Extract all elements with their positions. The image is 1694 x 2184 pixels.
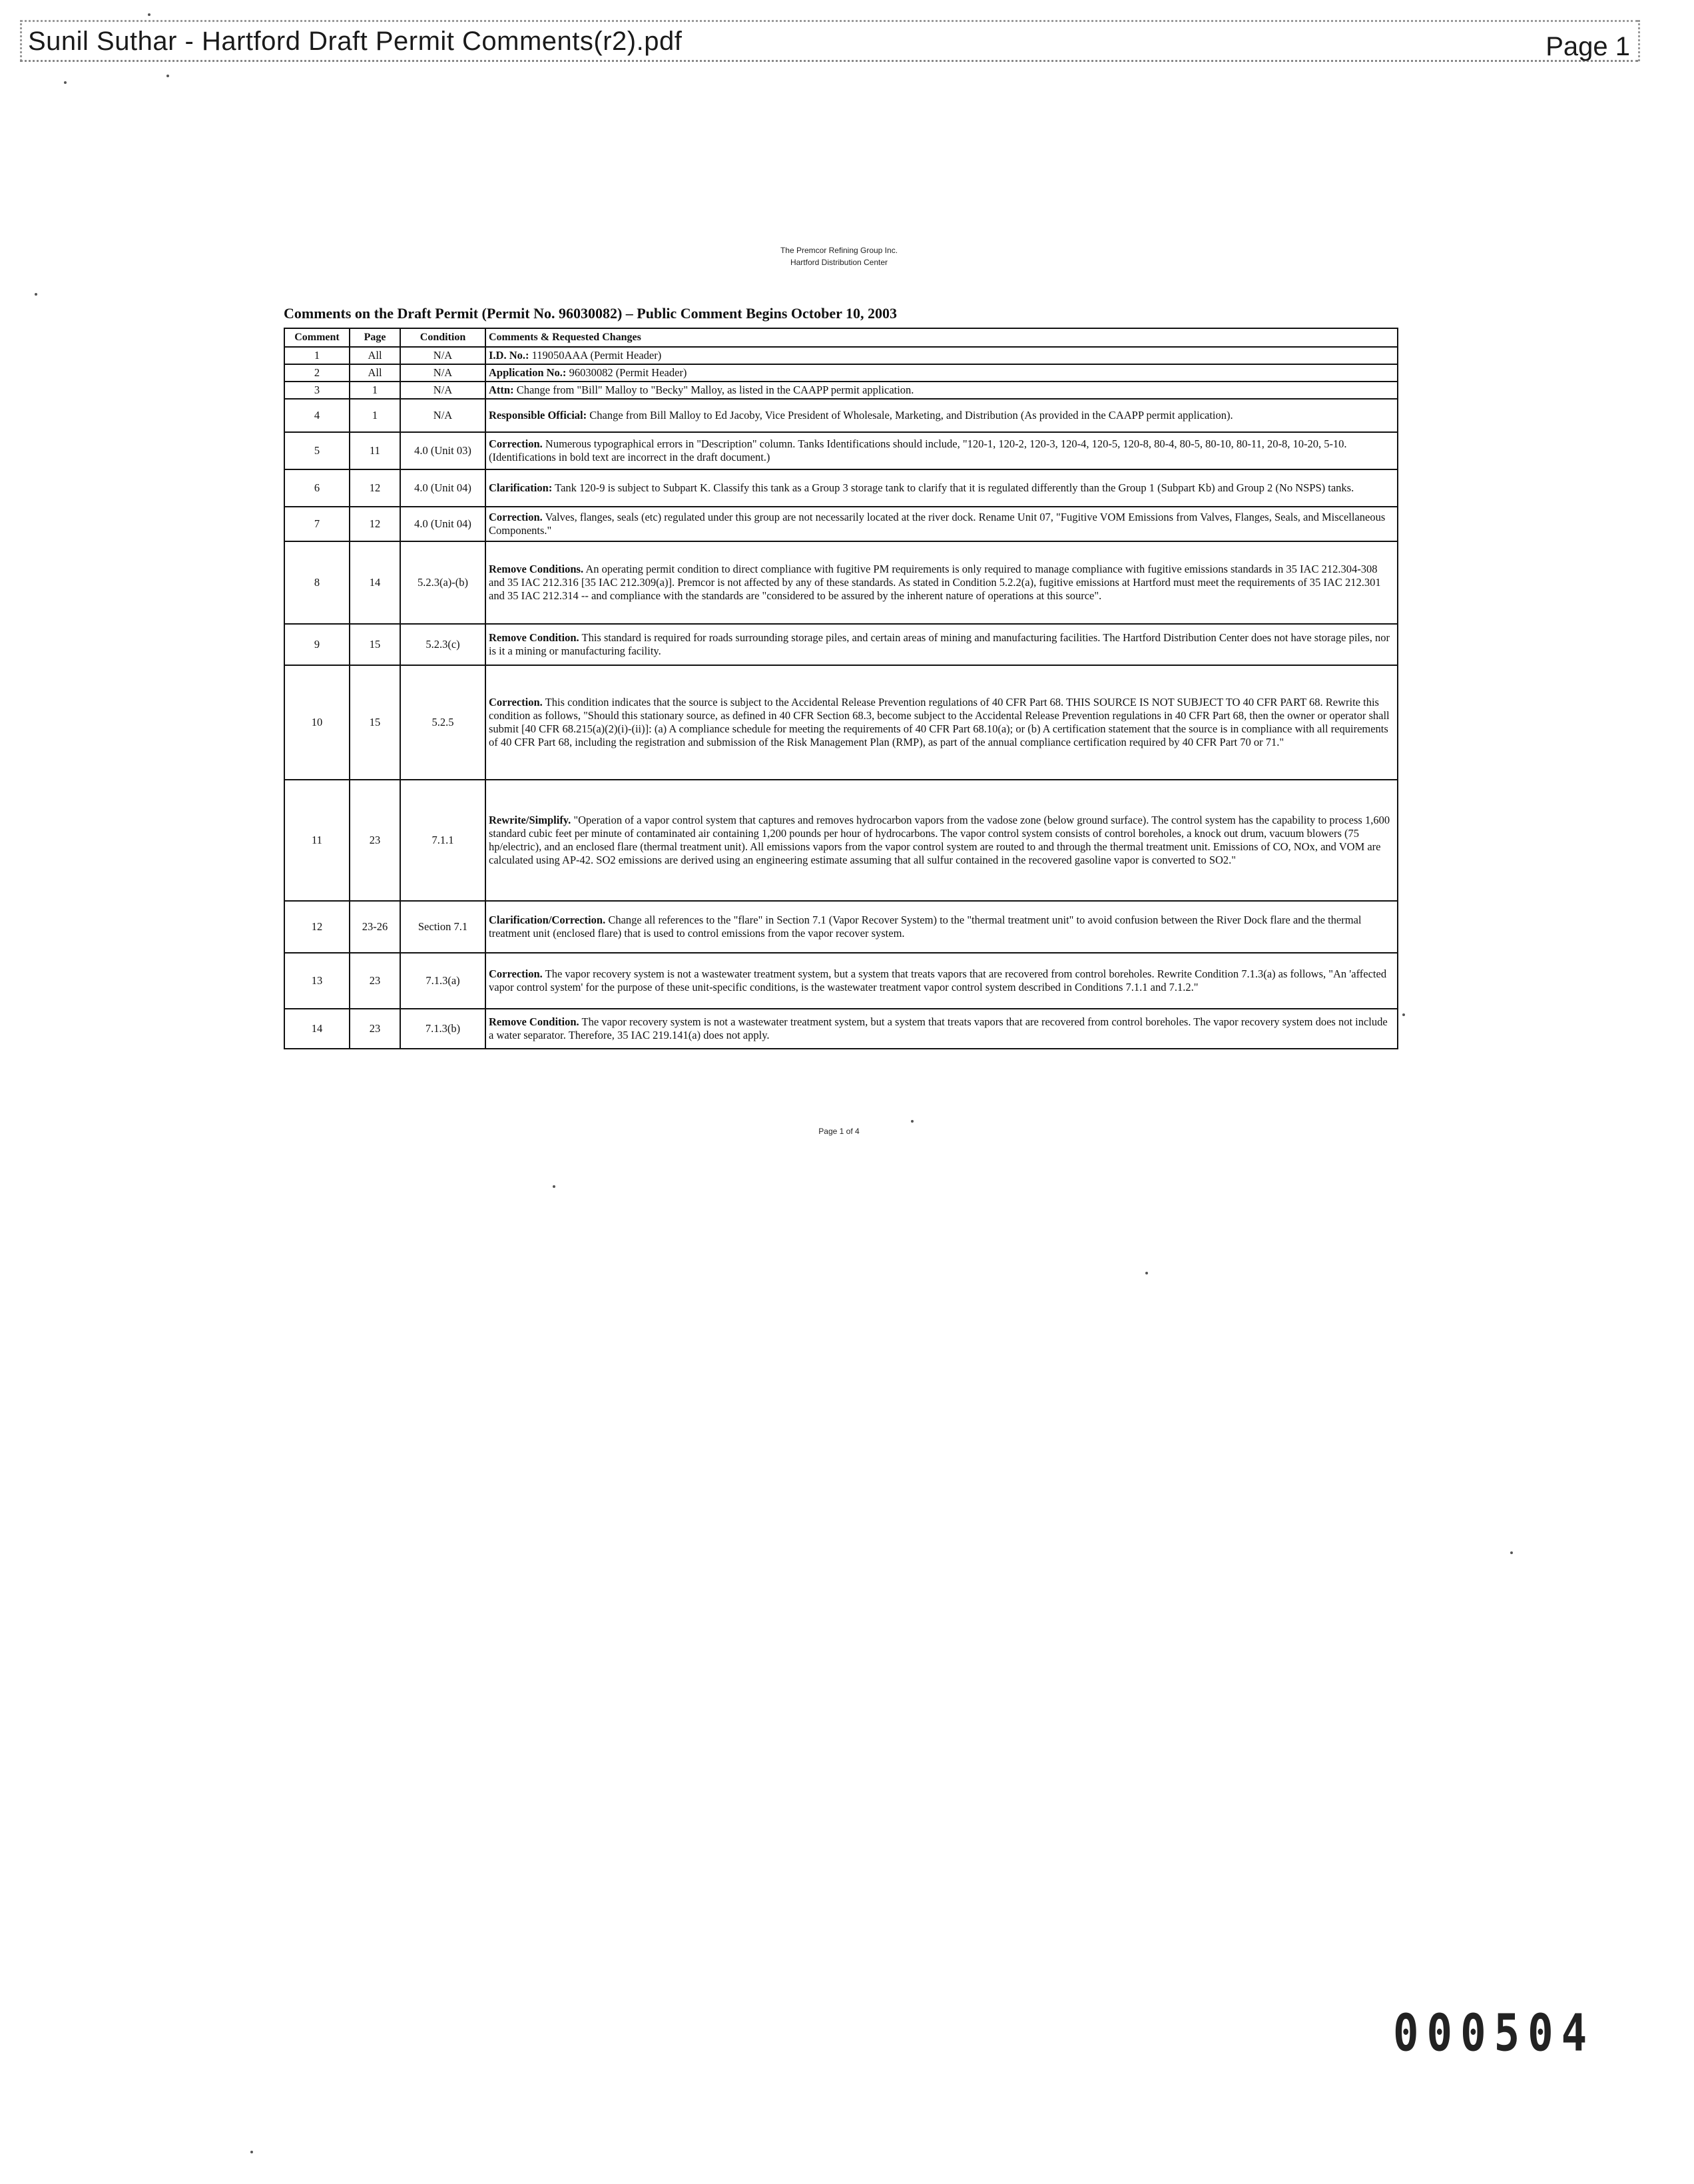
table-row xyxy=(284,665,1398,780)
page-cell: 11 xyxy=(350,432,400,469)
comment-number: 14 xyxy=(284,1009,350,1049)
comment-text xyxy=(485,665,1398,780)
comment-label: Correction. xyxy=(489,967,543,980)
condition-cell: 7.1.3(b) xyxy=(400,1009,485,1049)
comment-number: 10 xyxy=(284,665,350,780)
comment-number: 6 xyxy=(284,469,350,507)
comment-label: Responsible Official: xyxy=(489,409,587,421)
comment-body: The vapor recovery system is not a wastewater treatment system, but a system that treats vapors that are recovered from control boreholes. The vapor recovery system does not include a water separator. Therefore, 35 IAC 219.141(a) does not apply. xyxy=(489,1015,1388,1041)
table-row xyxy=(284,347,1398,364)
table-row xyxy=(284,1009,1398,1049)
page-cell: 1 xyxy=(350,382,400,399)
comment-label: Remove Condition. xyxy=(489,1015,579,1028)
fax-border-top xyxy=(20,20,1638,22)
page-cell: 23 xyxy=(350,780,400,901)
comment-label: Correction. xyxy=(489,511,543,523)
comment-body: Change from "Bill" Malloy to "Becky" Malloy, as listed in the CAAPP permit application. xyxy=(516,384,914,396)
comment-label: Clarification/Correction. xyxy=(489,914,606,926)
table-row xyxy=(284,953,1398,1009)
scan-speck xyxy=(64,81,67,84)
comment-label: Rewrite/Simplify. xyxy=(489,814,571,826)
comment-number: 11 xyxy=(284,780,350,901)
comment-label: Correction. xyxy=(489,696,543,708)
fax-header xyxy=(20,23,1638,62)
table-row xyxy=(284,901,1398,953)
comment-text xyxy=(485,469,1398,507)
condition-cell: N/A xyxy=(400,364,485,382)
comment-label: Attn: xyxy=(489,384,514,396)
page-cell: All xyxy=(350,347,400,364)
scan-speck xyxy=(1402,1013,1405,1016)
scan-speck xyxy=(553,1185,555,1188)
table-row xyxy=(284,432,1398,469)
comment-label: Application No.: xyxy=(489,366,567,379)
comments-table xyxy=(284,328,1398,1049)
comment-text xyxy=(485,953,1398,1009)
comment-body: Numerous typographical errors in "Description" column. Tanks Identifications should include, "120-1, 120-2, 120-3, 120-4, 120-5, 120-8, 80-4, 80-5, 80-10, 80-11, 20-8, 10-20, 5-10. (Identifications in bold text are incorrect in the draft document.) xyxy=(489,437,1347,463)
page-cell: 1 xyxy=(350,399,400,432)
comment-number: 13 xyxy=(284,953,350,1009)
comment-number: 12 xyxy=(284,901,350,953)
comment-text xyxy=(485,1009,1398,1049)
scan-speck xyxy=(148,13,150,16)
comment-body: "Operation of a vapor control system that captures and removes hydrocarbon vapors from the vadose zone (below ground surface). The control system has the capability to process 1,600 standard cubic feet per minute of contaminated air containing 1,200 pounds per hour of hydrocarbons. The vapor control system consists of control boreholes, a knock out drum, vacuum blowers (75 hp/electric), and an enclosed flare (thermal treatment unit). All emissions vapors from the vapor control system are routed to and through the thermal treatment unit. Emissions of CO, NOx, and VOM are calculated using AP-42. SO2 emissions are derived using an engineering estimate assuming that all sulfur contained in the recovered gasoline vapor is converted to SO2." xyxy=(489,814,1390,866)
comment-body: 119050AAA (Permit Header) xyxy=(531,349,662,362)
comment-body: Valves, flanges, seals (etc) regulated under this group are not necessarily located at the river dock. Rename Unit 07, "Fugitive VOM Emissions from Valves, Flanges, Seals, and Miscellaneous Components." xyxy=(489,511,1386,537)
comment-number: 7 xyxy=(284,507,350,541)
table-row xyxy=(284,780,1398,901)
comment-label: Remove Condition. xyxy=(489,631,579,644)
comment-text xyxy=(485,364,1398,382)
comment-number: 2 xyxy=(284,364,350,382)
scan-speck xyxy=(911,1120,914,1123)
comment-label: Remove Conditions. xyxy=(489,563,584,575)
comment-body: Change all references to the "flare" in Section 7.1 (Vapor Recover System) to the "thermal treatment unit" to avoid confusion between the River Dock flare and the thermal treatment unit (enclosed flare) that is used to control emissions from the vapor recover system. xyxy=(489,914,1362,940)
page-cell: 15 xyxy=(350,624,400,665)
scan-speck xyxy=(1145,1272,1148,1274)
bates-number: 000504 xyxy=(1393,2004,1595,2063)
table-row xyxy=(284,382,1398,399)
condition-cell: 5.2.3(a)-(b) xyxy=(400,541,485,624)
comment-number: 9 xyxy=(284,624,350,665)
scan-speck xyxy=(250,2151,253,2153)
comment-body: Change from Bill Malloy to Ed Jacoby, Vice President of Wholesale, Marketing, and Distribution (As provided in the CAAPP permit application). xyxy=(589,409,1233,421)
condition-cell: 4.0 (Unit 04) xyxy=(400,507,485,541)
page-cell: 23 xyxy=(350,953,400,1009)
page-cell: All xyxy=(350,364,400,382)
header-page: Page xyxy=(350,328,400,347)
table-title: Comments on the Draft Permit (Permit No. 96030082) – Public Comment Begins October 10, 2003 xyxy=(284,305,897,322)
comment-label: Clarification: xyxy=(489,481,553,494)
fax-border-right xyxy=(1638,20,1640,61)
document-title: Sunil Suthar - Hartford Draft Permit Comments(r2).pdf xyxy=(28,27,683,56)
comment-body: This standard is required for roads surrounding storage piles, and certain areas of mining and manufacturing facilities. The Hartford Distribution Center does not have storage piles, nor is it a mining or manufacturing facility. xyxy=(489,631,1390,657)
comment-number: 4 xyxy=(284,399,350,432)
company-name: The Premcor Refining Group Inc. xyxy=(780,246,898,255)
condition-cell: 5.2.5 xyxy=(400,665,485,780)
comment-label: I.D. No.: xyxy=(489,349,529,362)
scan-speck xyxy=(1510,1551,1513,1554)
comment-body: 96030082 (Permit Header) xyxy=(569,366,687,379)
page-cell: 14 xyxy=(350,541,400,624)
table-row xyxy=(284,541,1398,624)
condition-cell: 7.1.1 xyxy=(400,780,485,901)
comment-body: The vapor recovery system is not a wastewater treatment system, but a system that treats vapors that are recovered from control boreholes. Rewrite Condition 7.1.3(a) as follows, "An 'affected vapor control system' for the purpose of these unit-specific conditions, is the wastewater treatment vapor control system described in Conditions 7.1.1 and 7.1.2." xyxy=(489,967,1387,993)
condition-cell: N/A xyxy=(400,399,485,432)
condition-cell: 4.0 (Unit 03) xyxy=(400,432,485,469)
comment-text xyxy=(485,624,1398,665)
comment-text xyxy=(485,399,1398,432)
comment-number: 1 xyxy=(284,347,350,364)
comment-number: 5 xyxy=(284,432,350,469)
page-cell: 12 xyxy=(350,469,400,507)
comment-text xyxy=(485,382,1398,399)
page-label: Page 1 xyxy=(1546,32,1630,61)
header-condition: Condition xyxy=(400,328,485,347)
condition-cell: N/A xyxy=(400,382,485,399)
comment-text xyxy=(485,347,1398,364)
comment-number: 8 xyxy=(284,541,350,624)
comment-text xyxy=(485,432,1398,469)
comment-body: Tank 120-9 is subject to Subpart K. Classify this tank as a Group 3 storage tank to clarify that it is regulated differently than the Group 1 (Subpart Kb) and Group 2 (No NSPS) tanks. xyxy=(555,481,1354,494)
page-cell: 15 xyxy=(350,665,400,780)
table-row xyxy=(284,624,1398,665)
condition-cell: 5.2.3(c) xyxy=(400,624,485,665)
condition-cell: N/A xyxy=(400,347,485,364)
comment-text xyxy=(485,780,1398,901)
comment-label: Correction. xyxy=(489,437,543,450)
scan-speck xyxy=(35,293,37,296)
table-row xyxy=(284,507,1398,541)
comment-text xyxy=(485,541,1398,624)
condition-cell: 4.0 (Unit 04) xyxy=(400,469,485,507)
comment-body: An operating permit condition to direct compliance with fugitive PM requirements is only required to manage compliance with fugitive emissions standards in 35 IAC 212.304-308 and 35 IAC 212.316 [35 IAC 212.309(a)]. Premcor is not affected by any of these standards. As stated in Condition 5.2.2(a), fugitive emissions at Hartford must meet the requirements of 35 IAC 212.301 and 35 IAC 212.314 -- and compliance with the standards are "considered to be assured by the inherent nature of operations at this source". xyxy=(489,563,1381,602)
header-comments: Comments & Requested Changes xyxy=(485,328,1398,347)
header-comment: Comment xyxy=(284,328,350,347)
page-cell: 23 xyxy=(350,1009,400,1049)
condition-cell: 7.1.3(a) xyxy=(400,953,485,1009)
scan-speck xyxy=(166,75,169,77)
page-cell: 12 xyxy=(350,507,400,541)
table-row xyxy=(284,469,1398,507)
page-cell: 23-26 xyxy=(350,901,400,953)
comment-number: 3 xyxy=(284,382,350,399)
table-row xyxy=(284,364,1398,382)
comment-body: This condition indicates that the source is subject to the Accidental Release Prevention regulations of 40 CFR Part 68. THIS SOURCE IS NOT SUBJECT TO 40 CFR PART 68. Rewrite this condition as follows, "Should this stationary source, as defined in 40 CFR Section 68.3, become subject to the Accidental Release Prevention regulations in 40 CFR Part 68, then the owner or operator shall submit [40 CFR 68.215(a)(2)(i)-(ii)]: (a) A compliance schedule for meeting the requirements of 40 CFR Part 68.10(a); or (b) A certification statement that the source is in compliance with all requirements of 40 CFR Part 68, including the registration and submission of the Risk Management Plan (RMP), as part of the annual compliance certification required by 40 CFR Part 70 or 71." xyxy=(489,696,1390,748)
page-of-label: Page 1 of 4 xyxy=(818,1127,860,1136)
table-row xyxy=(284,399,1398,432)
facility-name: Hartford Distribution Center xyxy=(790,258,888,267)
table-header-row xyxy=(284,328,1398,347)
comment-text xyxy=(485,901,1398,953)
comment-text xyxy=(485,507,1398,541)
condition-cell: Section 7.1 xyxy=(400,901,485,953)
